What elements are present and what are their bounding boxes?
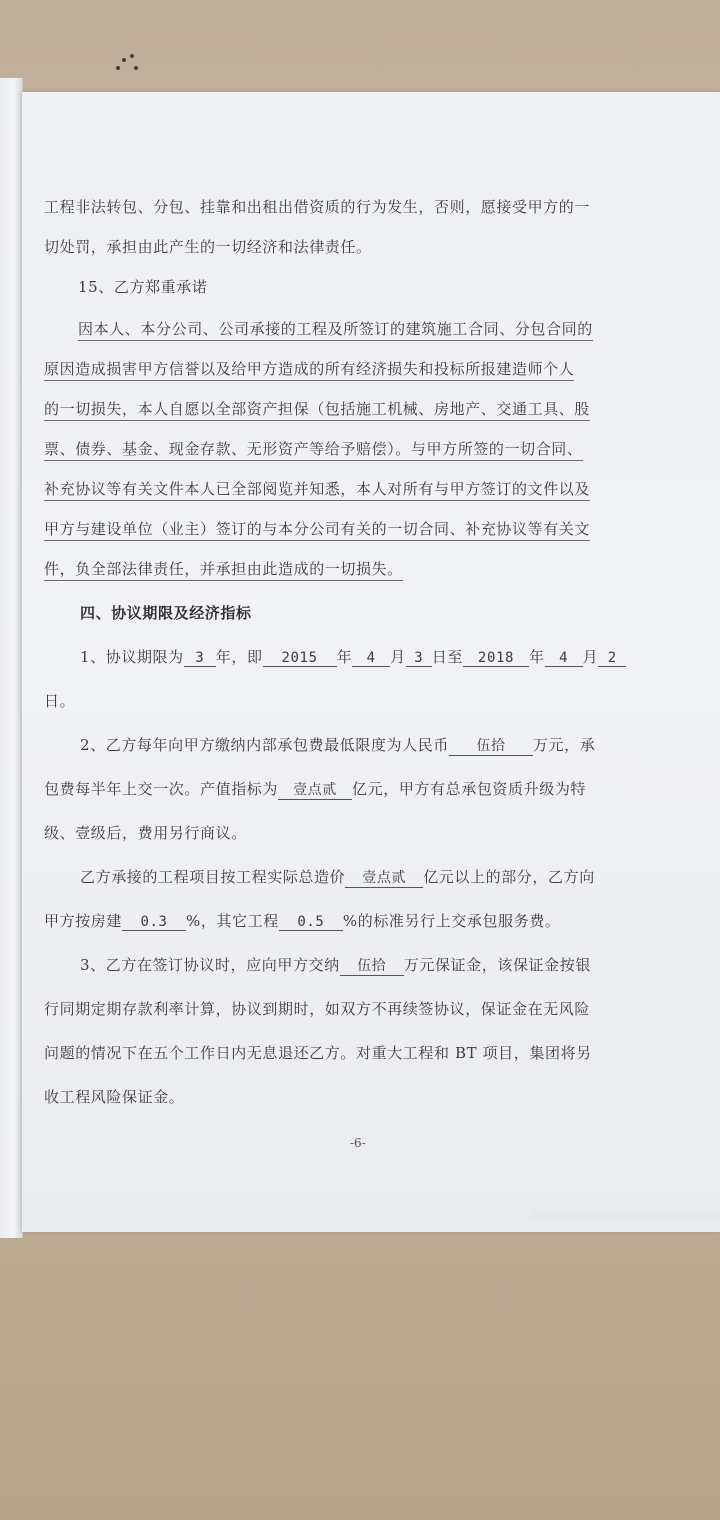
- fee-clause-line-1: [80, 734, 710, 756]
- pledge-line-7: 件，负全部法律责任，并承担由此造成的一切损失。: [44, 560, 403, 581]
- output-target: 壹点贰: [278, 779, 352, 800]
- fee-amount: 伍拾: [449, 735, 533, 756]
- term-text: 月: [390, 648, 406, 666]
- pledge-line-5: 补充协议等有关文件本人已全部阅览并知悉，本人对所有与甲方签订的文件以及: [44, 480, 590, 501]
- fee-clause-line-2: [44, 778, 674, 800]
- fee-clause-line-3: 级、壹级后，费用另行商议。: [44, 824, 247, 842]
- start-year: 2015: [263, 650, 337, 667]
- deposit-line-3: 问题的情况下在五个工作日内无息退还乙方。对重大工程和 BT 项目，集团将另: [44, 1044, 592, 1062]
- service-text: 甲方按房建: [44, 912, 123, 930]
- page-fold: [530, 1210, 720, 1220]
- term-years: 3: [184, 650, 216, 667]
- term-text: 日至: [431, 648, 463, 666]
- end-year: 2018: [463, 650, 529, 667]
- fee-text: 包费每半年上交一次。产值指标为: [44, 780, 279, 798]
- start-month: 4: [352, 650, 390, 667]
- start-day: 3: [406, 650, 432, 667]
- term-text: 年: [528, 648, 545, 666]
- term-text: 月: [582, 648, 599, 666]
- clause-15-title: 15、乙方郑重承诺: [78, 278, 208, 296]
- fee-text: 亿元，甲方有总承包资质升级为特: [352, 780, 587, 798]
- service-threshold: 壹点贰: [345, 867, 423, 888]
- page-number: -6-: [350, 1136, 366, 1150]
- deposit-text: 万元保证金，该保证金按银: [403, 956, 591, 974]
- deposit-line-2: 行同期定期存款利率计算，协议到期时，如双方不再续签协议，保证金在无风险: [44, 1000, 591, 1018]
- text-line-2: 切处罚，承担由此产生的一切经济和法律责任。: [44, 238, 372, 256]
- service-text: %的标准另行上交承包服务费。: [342, 912, 561, 930]
- deposit-text: 3、乙方在签订协议时，应向甲方交纳: [80, 956, 340, 974]
- term-prefix: 1、协议期限为: [80, 648, 184, 666]
- service-text: 乙方承接的工程项目按工程实际总造价: [80, 868, 346, 886]
- book-page-stack: [0, 78, 23, 1238]
- section-heading: 四、协议期限及经济指标: [80, 604, 252, 622]
- term-text: 年，即: [215, 648, 263, 666]
- term-tail: 日。: [44, 692, 76, 710]
- pledge-line-6: 甲方与建设单位（业主）签订的与本分公司有关的一切合同、补充协议等有关文: [44, 520, 590, 541]
- service-line-1: [80, 866, 710, 888]
- other-rate: 0.5: [279, 914, 343, 931]
- deposit-line-4: 收工程风险保证金。: [44, 1088, 185, 1106]
- service-text: 亿元以上的部分，乙方向: [423, 868, 595, 886]
- term-clause: [80, 646, 710, 667]
- pledge-line-4: 票、债券、基金、现金存款、无形资产等给予赔偿）。与甲方所签的一切合同、: [44, 440, 583, 461]
- end-day: 2: [598, 650, 626, 667]
- pledge-line-3: 的一切损失，本人自愿以全部资产担保（包括施工机械、房地产、交通工具、股: [44, 400, 590, 421]
- service-text: %，其它工程: [186, 912, 279, 930]
- deposit-amount: 伍拾: [340, 955, 404, 976]
- pledge-line-2: 原因造成损害甲方信誉以及给甲方造成的所有经济损失和投标所报建造师个人: [44, 360, 574, 381]
- term-text: 年: [336, 648, 353, 666]
- text-line-1: 工程非法转包、分包、挂靠和出租出借资质的行为发生，否则，愿接受甲方的一: [44, 198, 591, 216]
- fee-text: 万元，承: [532, 736, 596, 754]
- pledge-line-1: 因本人、本分公司、公司承接的工程及所签订的建筑施工合同、分包合同的: [78, 320, 593, 341]
- service-line-2: [44, 910, 674, 931]
- housing-rate: 0.3: [122, 914, 186, 931]
- deposit-line-1: [80, 954, 710, 976]
- fee-text: 2、乙方每年向甲方缴纳内部承包费最低限度为人民币: [80, 736, 449, 754]
- end-month: 4: [545, 650, 583, 667]
- table-surface-marks: [112, 52, 142, 82]
